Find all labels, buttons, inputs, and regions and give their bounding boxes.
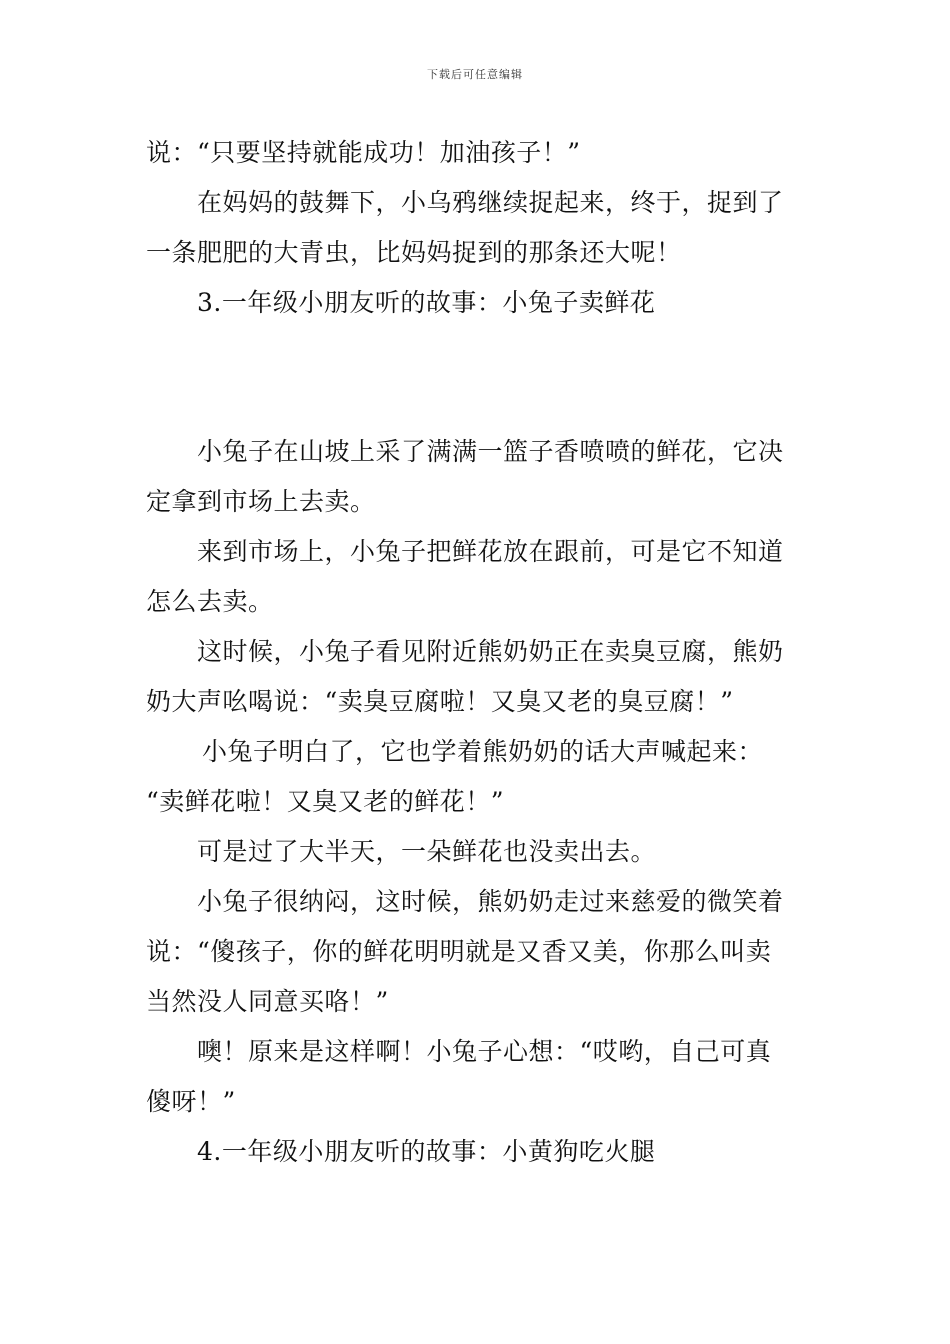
paragraph-line: 可是过了大半天，一朵鲜花也没卖出去。 xyxy=(197,837,657,866)
paragraph-line: 小兔子很纳闷，这时候，熊奶奶走过来慈爱的微笑着 xyxy=(197,887,784,916)
page-header: 下载后可任意编辑 xyxy=(427,68,523,81)
paragraph-line: 怎么去卖。 xyxy=(146,587,274,616)
section-heading: 4.一年级小朋友听的故事：小黄狗吃火腿 xyxy=(197,1137,656,1166)
paragraph-line: 傻呀！” xyxy=(146,1087,236,1116)
paragraph-line: 说：“傻孩子，你的鲜花明明就是又香又美，你那么叫卖 xyxy=(146,937,772,966)
paragraph-line: 在妈妈的鼓舞下，小乌鸦继续捉起来，终于，捉到了 xyxy=(197,188,784,217)
paragraph-line: 小兔子明白了，它也学着熊奶奶的话大声喊起来： xyxy=(202,737,764,766)
section-heading: 3.一年级小朋友听的故事：小兔子卖鲜花 xyxy=(197,288,656,317)
paragraph-line: 噢！原来是这样啊！小兔子心想：“哎哟，自己可真 xyxy=(197,1037,772,1066)
paragraph-line: 奶大声吆喝说：“卖臭豆腐啦！又臭又老的臭豆腐！” xyxy=(146,687,734,716)
paragraph-line: 这时候，小兔子看见附近熊奶奶正在卖臭豆腐，熊奶 xyxy=(197,637,784,666)
paragraph-line: 定拿到市场上去卖。 xyxy=(146,487,376,516)
paragraph-line: 当然没人同意买咯！” xyxy=(146,987,389,1016)
document-body xyxy=(146,128,811,1177)
blank-space xyxy=(146,328,811,427)
paragraph-line: “卖鲜花啦！又臭又老的鲜花！” xyxy=(146,787,505,816)
paragraph-line: 说：“只要坚持就能成功！加油孩子！” xyxy=(146,138,581,167)
paragraph-line: 小兔子在山坡上采了满满一篮子香喷喷的鲜花，它决 xyxy=(197,437,784,466)
paragraph-line: 一条肥肥的大青虫，比妈妈捉到的那条还大呢！ xyxy=(146,238,682,267)
paragraph-line: 来到市场上，小兔子把鲜花放在跟前，可是它不知道 xyxy=(197,537,784,566)
